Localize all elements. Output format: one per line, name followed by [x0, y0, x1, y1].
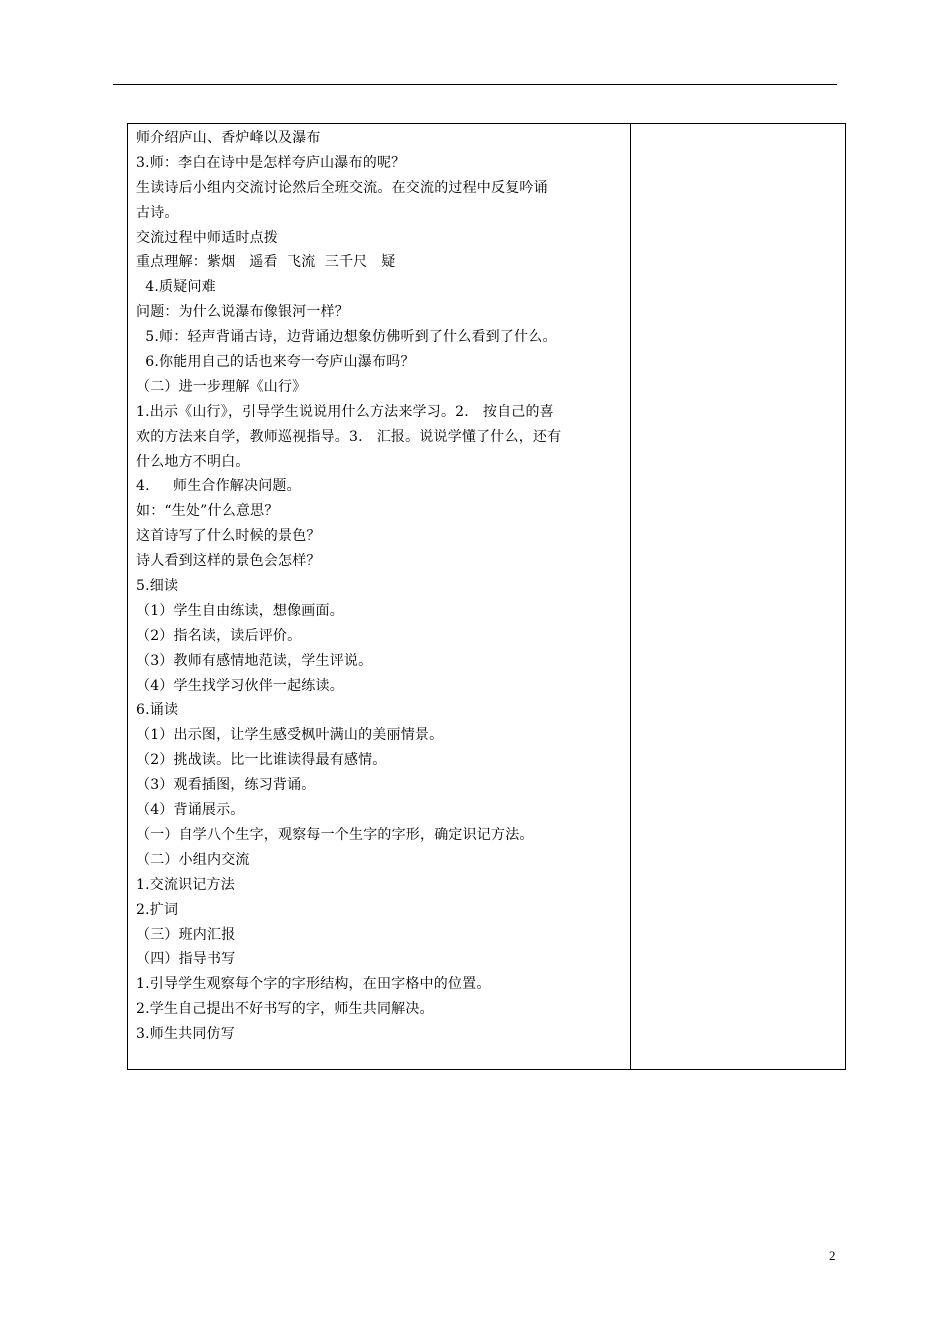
text-line: 欢的方法来自学，教师巡视指导。3. 汇报。说说学懂了什么，还有 [136, 428, 562, 445]
text-line: （2）指名读，读后评价。 [136, 627, 302, 644]
text-line: 问题：为什么说瀑布像银河一样？ [136, 304, 349, 321]
text-line: 3.师：李白在诗中是怎样夸庐山瀑布的呢？ [136, 154, 406, 171]
text-line: （二）进一步理解《山行》 [136, 378, 307, 395]
text-line: 4.质疑问难 [136, 279, 216, 296]
text-line: （一）自学八个生字，观察每一个生字的字形，确定识记方法。 [136, 826, 534, 843]
text-line: 5.师：轻声背诵古诗，边背诵边想象仿佛听到了什么看到了什么。 [136, 329, 557, 346]
text-line: 重点理解：紫烟 遥看 飞流 三千尺 疑 [136, 254, 396, 271]
page-number: 2 [829, 1248, 836, 1263]
text-line: 3.师生共同仿写 [136, 1026, 235, 1043]
lesson-content-cell [128, 124, 631, 1069]
text-line: （2）挑战读。比一比谁读得最有感情。 [136, 752, 387, 769]
text-line: 古诗。 [136, 204, 179, 221]
text-line: 交流过程中师适时点拨 [136, 229, 278, 246]
text-line: 师介绍庐山、香炉峰以及瀑布 [136, 130, 321, 146]
text-line: （4）背诵展示。 [136, 802, 245, 819]
text-line: 2.学生自己提出不好书写的字，师生共同解决。 [136, 1001, 434, 1018]
text-line: 5.细读 [136, 578, 179, 595]
notes-cell [631, 124, 845, 1069]
text-line: 1.交流识记方法 [136, 876, 235, 893]
text-line: （3）观看插图，练习背诵。 [136, 777, 316, 794]
text-line: 1.引导学生观察每个字的字形结构，在田字格中的位置。 [136, 976, 491, 993]
text-line: （3）教师有感情地范读，学生评说。 [136, 652, 373, 669]
text-line: 什么地方不明白。 [136, 453, 250, 470]
text-line: （四）指导书写 [136, 951, 236, 968]
text-line: 诗人看到这样的景色会怎样？ [136, 553, 321, 570]
text-line: 生读诗后小组内交流讨论然后全班交流。在交流的过程中反复吟诵 [136, 179, 548, 196]
text-line: （二）小组内交流 [136, 851, 250, 868]
text-line: 2.扩词 [136, 901, 179, 918]
text-line: （4）学生找学习伙伴一起练读。 [136, 677, 344, 694]
text-line: 这首诗写了什么时候的景色？ [136, 528, 321, 545]
text-line: （1）出示图，让学生感受枫叶满山的美丽情景。 [136, 727, 444, 744]
text-line: （三）班内汇报 [136, 926, 236, 943]
header-rule [113, 84, 837, 85]
text-line: 4. 师生合作解决问题。 [136, 478, 301, 495]
text-line: 如：“生处”什么意思？ [136, 503, 279, 520]
text-line: 6.诵读 [136, 702, 179, 719]
text-line: （1）学生自由练读，想像画面。 [136, 602, 344, 619]
text-line: 1.出示《山行》，引导学生说说用什么方法来学习。2. 按自己的喜 [136, 403, 554, 420]
text-line: 6.你能用自己的话也来夸一夸庐山瀑布吗？ [136, 354, 415, 371]
lesson-table [127, 123, 846, 1070]
